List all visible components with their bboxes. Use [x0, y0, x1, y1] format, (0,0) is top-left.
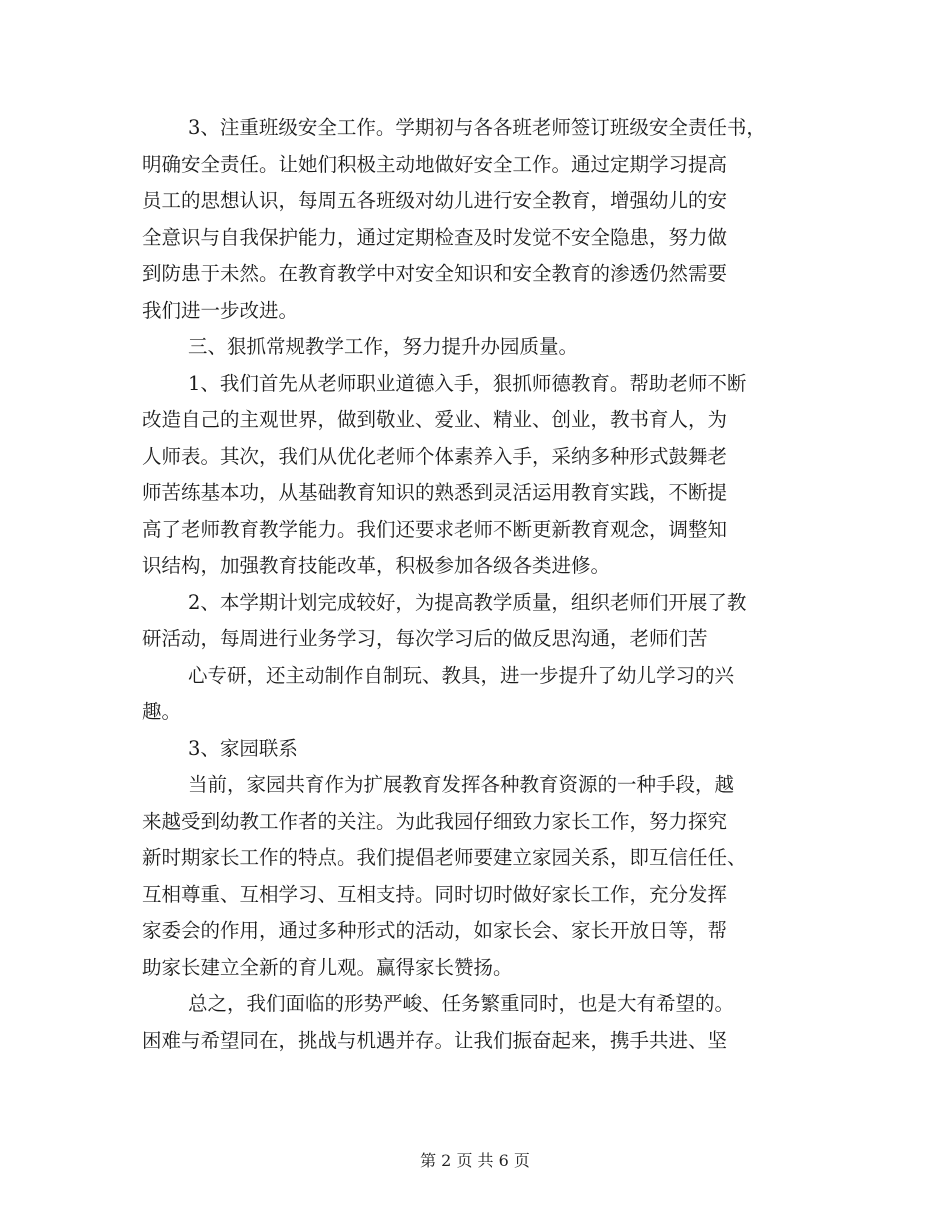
text-line: 困难与希望同在，挑战与机遇并存。让我们振奋起来，携手共进、坚 — [142, 1028, 728, 1052]
text-line: 助家长建立全新的育儿观。赢得家长赞扬。 — [142, 955, 513, 979]
text-line: 人师表。其次，我们从优化老师个体素养入手，采纳多种形式鼓舞老 — [142, 444, 728, 468]
paragraph-conclusion — [142, 986, 812, 1059]
text-line: 3、注重班级安全工作。学期初与各各班老师签订班级安全责任书， — [188, 116, 766, 139]
text-line: 1、我们首先从老师职业道德入手，狠抓师德教育。帮助老师不断 — [188, 371, 747, 395]
text-line: 3、家园联系 — [188, 736, 298, 760]
section-heading — [142, 329, 812, 366]
page-footer — [0, 1150, 950, 1172]
text-line: 当前，家园共育作为扩展教育发挥各种教育资源的一种手段，越 — [188, 773, 735, 796]
text-line: 总之，我们面临的形势严峻、任务繁重同时，也是大有希望的。 — [188, 992, 735, 1015]
text-line: 师苦练基本功，从基础教育知识的熟悉到灵活运用教育实践，不断提 — [142, 481, 728, 504]
paragraph-home-school — [142, 767, 812, 986]
text-line: 识结构，加强教育技能改革，积极参加各级各类进修。 — [142, 554, 611, 577]
page-indicator: 第 2 页 共 6 页 — [420, 1151, 530, 1170]
text-line: 2、本学期计划完成较好，为提高教学质量，组织老师们开展了教 — [188, 590, 747, 614]
text-line: 心专研，还主动制作自制玩、教具，进一步提升了幼儿学习的兴 — [188, 663, 735, 687]
subsection-heading — [142, 731, 812, 768]
text-line: 趣。 — [142, 700, 182, 723]
text-line: 改造自己的主观世界，做到敬业、爱业、精业、创业，教书育人，为 — [142, 408, 728, 431]
text-line: 明确安全责任。让她们积极主动地做好安全工作。通过定期学习提高 — [142, 152, 728, 176]
text-line: 全意识与自我保护能力，通过定期检查及时发觉不安全隐患，努力做 — [142, 225, 728, 249]
text-line: 我们进一步改进。 — [142, 298, 299, 322]
text-line: 互相尊重、互相学习、互相支持。同时切时做好家长工作，充分发挥 — [142, 882, 728, 906]
paragraph-teacher-ethics — [142, 366, 812, 585]
text-line: 家委会的作用，通过多种形式的活动，如家长会、家长开放日等，帮 — [142, 919, 728, 942]
text-line: 新时期家长工作的特点。我们提倡老师要建立家园关系，即互信任任、 — [142, 846, 747, 869]
document-body — [142, 110, 812, 1059]
text-line: 到防患于未然。在教育教学中对安全知识和安全教育的渗透仍然需要 — [142, 262, 728, 285]
text-line: 研活动，每周进行业务学习，每次学习后的做反思沟通，老师们苦 — [142, 627, 708, 650]
text-line: 三、狠抓常规教学工作，努力提升办园质量。 — [188, 335, 579, 358]
text-line: 员工的思想认识，每周五各班级对幼儿进行安全教育，增强幼儿的安 — [142, 189, 728, 212]
text-line: 来越受到幼教工作者的关注。为此我园仔细致力家长工作，努力探究 — [142, 809, 728, 833]
text-line: 高了老师教育教学能力。我们还要求老师不断更新教育观念，调整知 — [142, 517, 728, 541]
paragraph-teaching-plan-continued — [142, 658, 812, 731]
paragraph-teaching-plan — [142, 585, 812, 658]
paragraph-safety — [142, 110, 812, 329]
